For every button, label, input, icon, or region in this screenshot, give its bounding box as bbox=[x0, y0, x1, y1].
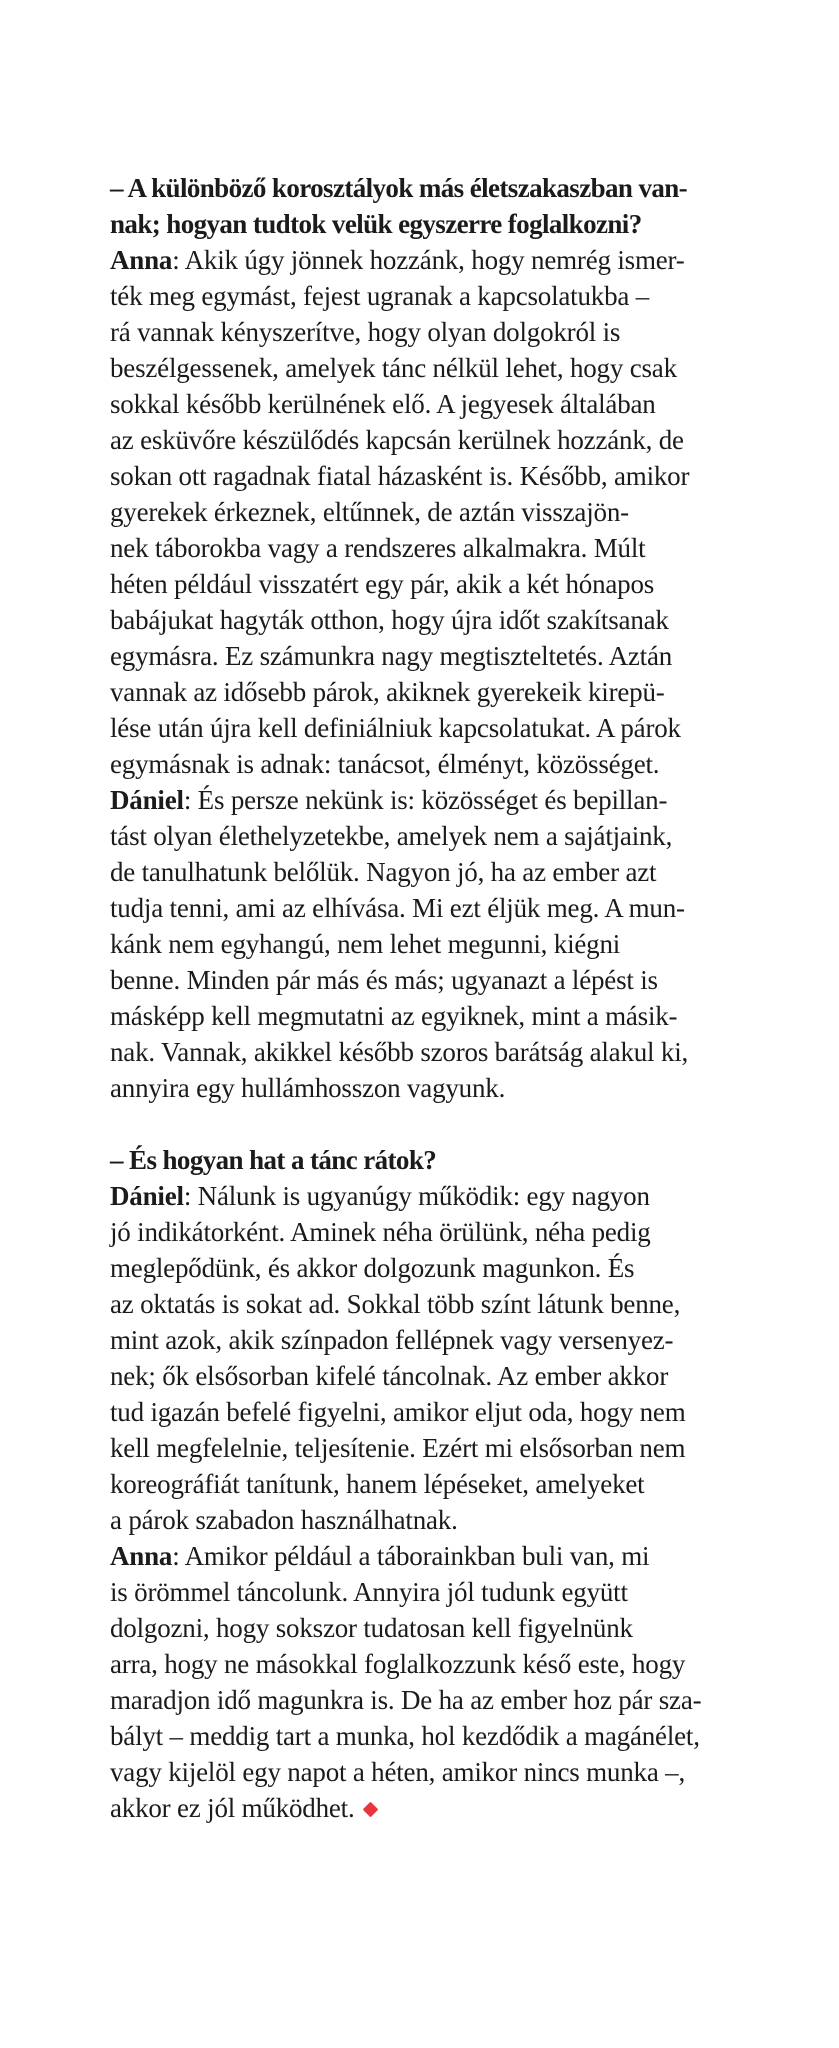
question-line: nak; hogyan tudtok velük egyszerre foglalkozni? bbox=[110, 209, 642, 239]
speaker-name: Dániel bbox=[110, 1181, 184, 1211]
answer-line: arra, hogy ne másokkal foglalkozzunk késő este, hogy bbox=[110, 1649, 686, 1679]
answer-line: tást olyan élethelyzetekbe, amelyek nem a sajátjaink, bbox=[110, 821, 673, 851]
answer-line: gyerekek érkeznek, eltűnnek, de aztán visszajön- bbox=[110, 497, 629, 527]
answer-line: lése után újra kell definiálniuk kapcsolatukat. A párok bbox=[110, 713, 681, 743]
answer-line: koreográfiát tanítunk, hanem lépéseket, amelyeket bbox=[110, 1469, 645, 1499]
answer-line: kell megfelelnie, teljesítenie. Ezért mi elsősorban nem bbox=[110, 1433, 686, 1463]
question-line: – És hogyan hat a tánc rátok? bbox=[110, 1145, 437, 1175]
answer-line: vagy kijelöl egy napot a héten, amikor nincs munka –, bbox=[110, 1757, 686, 1787]
answer-text: akkor ez jól működhet. bbox=[110, 1793, 355, 1823]
answer-line: jó indikátorként. Aminek néha örülünk, néha pedig bbox=[110, 1217, 651, 1247]
answer-anna bbox=[110, 1538, 800, 1826]
article-page bbox=[110, 170, 800, 1826]
red-diamond-end-mark-icon bbox=[362, 1802, 378, 1818]
answer-line: az esküvőre készülődés kapcsán kerülnek hozzánk, de bbox=[110, 425, 684, 455]
answer-line: benne. Minden pár más és más; ugyanazt a lépést is bbox=[110, 965, 658, 995]
answer-line: egymásra. Ez számunkra nagy megtiszteltetés. Aztán bbox=[110, 641, 673, 671]
answer-line: mint azok, akik színpadon fellépnek vagy versenyez- bbox=[110, 1325, 674, 1355]
answer-line: a párok szabadon használhatnak. bbox=[110, 1505, 458, 1535]
answer-last-line bbox=[110, 1790, 800, 1826]
answer-line: vannak az idősebb párok, akiknek gyerekeik kirepü- bbox=[110, 677, 665, 707]
answer-line: beszélgessenek, amelyek tánc nélkül lehet, hogy csak bbox=[110, 353, 677, 383]
speaker-name: Anna bbox=[110, 1541, 173, 1571]
question bbox=[110, 1142, 800, 1178]
answer-line: ték meg egymást, fejest ugranak a kapcsolatukba – bbox=[110, 281, 650, 311]
speaker-name: Dániel bbox=[110, 785, 184, 815]
answer-line: héten például visszatért egy pár, akik a két hónapos bbox=[110, 569, 655, 599]
answer-line: bályt – meddig tart a munka, hol kezdődik a magánélet, bbox=[110, 1721, 700, 1751]
answer-line: nek táborokba vagy a rendszeres alkalmakra. Múlt bbox=[110, 533, 646, 563]
answer-text: : És persze nekünk is: közösséget és bepillan- bbox=[183, 785, 668, 815]
interview-section-1 bbox=[110, 170, 800, 1106]
answer-line: rá vannak kényszerítve, hogy olyan dolgokról is bbox=[110, 317, 621, 347]
answer-text: : Nálunk is ugyanúgy működik: egy nagyon bbox=[183, 1181, 650, 1211]
speaker-name: Anna bbox=[110, 245, 173, 275]
answer-line: kánk nem egyhangú, nem lehet megunni, kiégni bbox=[110, 929, 621, 959]
answer-line: az oktatás is sokat ad. Sokkal több színt látunk benne, bbox=[110, 1289, 681, 1319]
interview-section-2 bbox=[110, 1142, 800, 1826]
answer-line: másképp kell megmutatni az egyiknek, mint a másik- bbox=[110, 1001, 678, 1031]
answer-first-line bbox=[110, 242, 800, 278]
answer-line: sokkal később kerülnének elő. A jegyesek általában bbox=[110, 389, 656, 419]
answer-line: de tanulhatunk belőlük. Nagyon jó, ha az ember azt bbox=[110, 857, 657, 887]
answer-anna bbox=[110, 242, 800, 782]
answer-text: : Amikor például a táborainkban buli van, mi bbox=[172, 1541, 650, 1571]
answer-line: sokan ott ragadnak fiatal házasként is. Később, amikor bbox=[110, 461, 690, 491]
answer-line: annyira egy hullámhosszon vagyunk. bbox=[110, 1073, 506, 1103]
answer-text: : Akik úgy jönnek hozzánk, hogy nemrég ismer- bbox=[172, 245, 685, 275]
answer-line: maradjon idő magunkra is. De ha az ember hoz pár sza- bbox=[110, 1685, 702, 1715]
answer-first-line bbox=[110, 782, 800, 818]
answer-line: tud igazán befelé figyelni, amikor eljut oda, hogy nem bbox=[110, 1397, 686, 1427]
answer-line: nak. Vannak, akikkel később szoros barátság alakul ki, bbox=[110, 1037, 689, 1067]
question bbox=[110, 170, 800, 242]
answer-line: tudja tenni, ami az elhívása. Mi ezt éljük meg. A mun- bbox=[110, 893, 685, 923]
answer-line: is örömmel táncolunk. Annyira jól tudunk együtt bbox=[110, 1577, 628, 1607]
answer-line: babájukat hagyták otthon, hogy újra időt szakítsanak bbox=[110, 605, 669, 635]
answer-line: dolgozni, hogy sokszor tudatosan kell figyelnünk bbox=[110, 1613, 633, 1643]
answer-line: egymásnak is adnak: tanácsot, élményt, közösséget. bbox=[110, 749, 660, 779]
answer-line: nek; ők elsősorban kifelé táncolnak. Az ember akkor bbox=[110, 1361, 669, 1391]
answer-line: meglepődünk, és akkor dolgozunk magunkon. És bbox=[110, 1253, 635, 1283]
answer-daniel bbox=[110, 782, 800, 1106]
question-line: – A különböző korosztályok más életszakaszban van- bbox=[110, 173, 688, 203]
answer-first-line bbox=[110, 1538, 800, 1574]
answer-first-line bbox=[110, 1178, 800, 1214]
answer-daniel bbox=[110, 1178, 800, 1538]
